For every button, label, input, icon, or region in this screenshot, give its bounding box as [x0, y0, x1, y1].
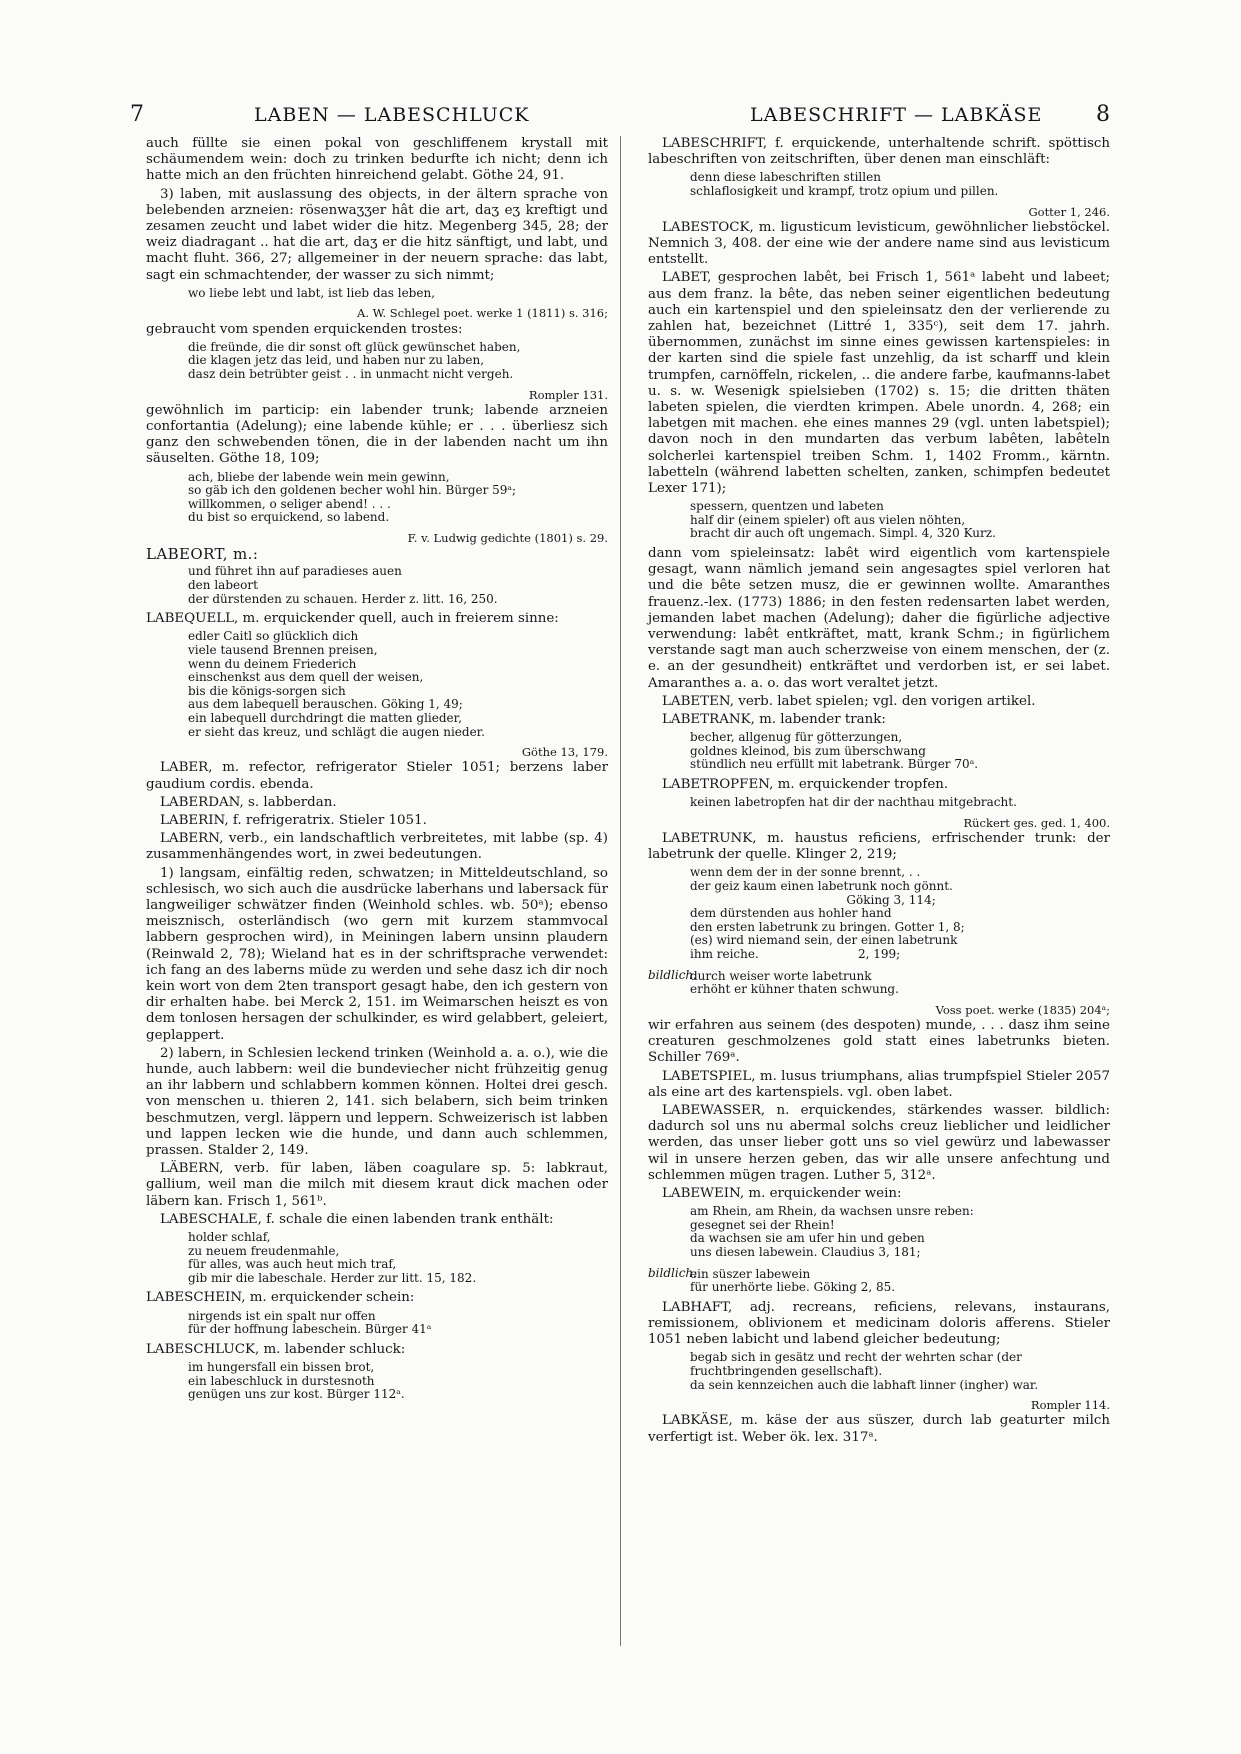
entry-labern: LABERN, verb., ein landschaftlich verbreitetes, mit labbe (sp. 4) zusammenhängendes wort, in zwei bedeutungen.: [146, 831, 608, 863]
entry-laberdan: LABERDAN, s. labberdan.: [160, 794, 337, 810]
quotation: wenn dem der in der sonne brennt, . . der geiz kaum einen labetrunk noch gönnt. Göking 3, 114; dem dürstenden aus hohler hand den ersten labetrunk zu bringen. Gotter 1, 8; (es) wird niemand sein, der einen labetrunk ihm reiche. 2, 199;: [690, 865, 965, 962]
entry-labeschrift: LABESCHRIFT, f. erquickende, unterhaltende schrift. spöttisch labeschriften von zeitschriften, über denen man einschläft:: [648, 136, 1110, 168]
entry-labeschluck: LABESCHLUCK, m. labender schluck:: [146, 1341, 406, 1357]
citation: Rompler 114.: [1030, 1398, 1110, 1413]
entry-laborort: LABEORT, m.:: [146, 545, 259, 564]
entry-labetrunk: LABETRUNK, m. haustus reficiens, erfrischender trunk: der labetrunk der quelle. Klinger 2, 219;: [648, 831, 1110, 863]
right-page-number: 8: [1096, 102, 1111, 127]
entry-labewasser: LABEWASSER, n. erquickendes, stärkendes wasser. bildlich: dadurch sol uns nu abermal solchs creuz lieblicher und leidlicher werden, das unser lieber gott uns so viel gewürz und labewasser wil in unsere herzen geben, das wir alle unsere anfechtung und schlemmen mügen tragen. Luther 5, 312ᵃ.: [648, 1103, 1110, 1183]
entry-labestock: LABESTOCK, m. ligusticum levisticum, gewöhnlicher liebstöckel. Nemnich 3, 408. der eine wie der andere name sind aus levisticum entstellt.: [648, 219, 1110, 268]
paragraph: dann vom spieleinsatz: labêt wird eigentlich vom kartenspiele gesagt, wann nämlich jemand sein angesagtes spiel verloren hat und die bête setzen musz, die er gewinnen wollte. Amaranthes frauenz.-lex. (1773) 1886; in den festen redensarten labet werden, jemanden labet machen (Adelung); daher die figürliche adjective verwendung: labêt entkräftet, matt, krank Schm.; in figürlichem verstande sagt man auch scherzweise von einem menschen, der (z. e. an der gesundheit) entkräftet und verdorben ist, er sei labet. Amaranthes a. a. o. das wort veraltet jetzt.: [648, 546, 1110, 691]
quotation: durch weiser worte labetrunk erhöht er kühner thaten schwung.: [690, 968, 899, 997]
entry-labkaese: LABKÄSE, m. käse der aus süszer, durch lab geaturter milch verfertigt ist. Weber ök. lex. 317ᵃ.: [648, 1413, 1110, 1445]
quotation: begab sich in gesätz und recht der wehrten schar (der fruchtbringenden gesellschaft). da sein kennzeichen auch die labhaft linner (ingher) war.: [690, 1350, 1039, 1392]
paragraph: 3) laben, mit auslassung des objects, in der ältern sprache von belebenden arzneien: rösenwaʒʒer hât die art, daʒ eʒ kreftigt und zesamen zeucht und labet wider die hitz. Megenberg 345, 28; der weiz diadragant .. hat die art, daʒ er die hitz sänftigt, und labt, und macht fluht. 366, 27; allgemeiner in der neuern sprache: das labt, sagt ein schmachtender, der wasser zu sich nimmt;: [146, 186, 608, 283]
figurative-quote: [648, 1265, 1110, 1300]
quotation: im hungersfall ein bissen brot, ein labeschluck in durstesnoth genügen uns zur kost. Bürger 112ᵃ.: [188, 1360, 405, 1402]
entry-labetspiel: LABETSPIEL, m. lusus triumphans, alias trumpfspiel Stieler 2057 als eine art des kartenspiels. vgl. oben labet.: [648, 1068, 1110, 1100]
entry-labhaft: LABHAFT, adj. recreans, reficiens, relevans, instaurans, remissionem, oblivionem et medicinam doloris afferens. Stieler 1051 neben labicht und labend gleicher bedeutung;: [648, 1299, 1110, 1348]
quotation: wo liebe lebt und labt, ist lieb das leben,: [188, 285, 436, 300]
entry-labeschale: LABESCHALE, f. schale die einen labenden trank enthält:: [160, 1211, 554, 1227]
entry-labetropfen: LABETROPFEN, m. erquickender tropfen.: [662, 777, 949, 793]
entry-labeschein: LABESCHEIN, m. erquickender schein:: [146, 1290, 415, 1306]
right-running-head: LABESCHRIFT — LABKÄSE: [750, 104, 1043, 126]
entry-labet: LABET, gesprochen labêt, bei Frisch 1, 561ᵃ labeht und labeet; aus dem franz. la bête, das neben seiner eigentlichen bedeutung auch ein kartenspiel und den spieleinsatz den der verlierende zu zahlen hat, bezeichnet (Littré 1, 335ᶜ), seit dem 17. jahrh. übernommen, zunächst im sinne eines gewissen kartenspieles: in der karten sind die spiele fast unzehlig, da ist scharff und klein trumpfen, carnöffeln, rickelen, .. die andere farbe, kaufmanns-labet u. s. w. Wesenigk spielsieben (1702) s. 15; die dritten thäten labeten spielen, die vierdten krimpen. Abele unordn. 4, 268; ein labetgen mit machen. ehe eines mannes 29 (vgl. unten labetspiel); davon noch in den mundarten das verbum labêten, labêteln solcherlei kartenspiel treiben Schm. 1, 1402 Fromm., kärntn. labetteln (während labetten schelten, zanken, schimpfen bedeutet Lexer 171);: [648, 270, 1110, 497]
citation: F. v. Ludwig gedichte (1801) s. 29.: [407, 531, 608, 545]
quotation: edler Caitl so glücklich dich viele tausend Brennen preisen, wenn du deinem Friederich einschenkst aus dem quell der weisen, bis die königs-sorgen sich aus dem labequell berauschen. Göking 1, 49; ein labequell durchdringt die matten glieder, er sieht das kreuz, und schlägt die augen nieder.: [188, 629, 485, 739]
entry-laber: LABER, m. refector, refrigerator Stieler 1051; berzens laber gaudium cordis. ebenda.: [146, 760, 608, 792]
citation: Rompler 131.: [528, 387, 608, 402]
paragraph: gewöhnlich im particip: ein labender trunk; labende arzneien confortantia (Adelung); eine labende kühle; er . . . überliesz sich ganz den schwebenden tönen, die in der labenden nacht um ihn säuselten. Göthe 18, 109;: [146, 402, 608, 467]
entry-labewein: LABEWEIN, m. erquickender wein:: [662, 1186, 902, 1202]
paragraph: gebraucht vom spenden erquickenden trostes:: [146, 321, 463, 337]
entry-labeten: LABETEN, verb. labet spielen; vgl. den vorigen artikel.: [662, 693, 1036, 709]
quotation: becher, allgenug für götterzungen, goldnes kleinod, bis zum überschwang stündlich neu erfüllt mit labetrank. Bürger 70ᵃ.: [690, 730, 979, 772]
quotation: ein süszer labewein für unerhörte liebe. Göking 2, 85.: [690, 1266, 896, 1295]
citation: Rückert ges. ged. 1, 400.: [963, 815, 1110, 830]
quotation: und führet ihn auf paradieses auen den labeort der dürstenden zu schauen. Herder z. litt. 16, 250.: [188, 564, 498, 606]
left-page-number: 7: [130, 102, 145, 127]
citation: Voss poet. werke (1835) 204ᵃ;: [935, 1002, 1110, 1017]
paragraph: wir erfahren aus seinem (des despoten) munde, . . . dasz ihm seine creaturen geschmolzenes gold statt eines labetrunks bieten. Schiller 769ᵃ.: [648, 1018, 1110, 1066]
citation: Göthe 13, 179.: [521, 745, 608, 760]
paragraph: 1) langsam, einfältig reden, schwatzen; in Mitteldeutschland, so schlesisch, wo sich auch die ausdrücke laberhans und labersack für langweiliger schwätzer finden (Weinhold schles. wb. 50ᵃ); ebenso meisznisch, osterländisch (wo gern mit kurzem stammvocal labbern gesprochen wird), in Meiningen labern unsinn plaudern (Reinwald 2, 78); Wieland hat es in der schriftsprache verwendet: ich fang an des laberns müde zu werden und sehe dasz ich dir noch kein wort von dem 2ten transport gesagt habe, den ich gestern von dir erhalten habe. bei Merck 2, 151. im Weimarschen heiszt es von dem tonlosen hersagen der schulkinder, es wird gelabbert, geleiert, geplappert.: [146, 865, 608, 1043]
paragraph: auch füllte sie einen pokal von geschliffenem krystall mit schäumendem wein: doch zu trinken bedurfte ich nicht; denn ich hatte mich an den früchten hinreichend gelabt. Göthe 24, 91.: [146, 136, 608, 184]
quotation: die freünde, die dir sonst oft glück gewünschet haben, die klagen jetz das leid, und haben nur zu laben, dasz dein betrübter geist . . in unmacht nicht vergeh.: [188, 339, 521, 382]
figurative-label: bildlich:: [648, 967, 698, 982]
quotation: holder schlaf, zu neuem freudenmahle, für alles, was auch heut mich traf, gib mir die labeschale. Herder zur litt. 15, 182.: [188, 1230, 477, 1285]
quotation: am Rhein, am Rhein, da wachsen unsre reben: gesegnet sei der Rhein! da wachsen sie am ufer hin und geben uns diesen labewein. Claudius 3, 181;: [690, 1204, 974, 1260]
figurative-quote: [648, 967, 1110, 1002]
entry-labetrank: LABETRANK, m. labender trank:: [662, 712, 886, 728]
entry-labequell: LABEQUELL, m. erquickender quell, auch in freierem sinne:: [146, 611, 559, 627]
quotation: keinen labetropfen hat dir der nachthau mitgebracht.: [690, 795, 1017, 810]
quotation: nirgends ist ein spalt nur offen für der hoffnung labeschein. Bürger 41ᵃ: [188, 1308, 432, 1337]
left-running-head: LABEN — LABESCHLUCK: [254, 104, 530, 126]
figurative-label: bildlich:: [648, 1265, 698, 1280]
paragraph: 2) labern, in Schlesien leckend trinken (Weinhold a. a. o.), wie die hunde, auch labbern: weil die bundeviecher nicht frühzeitig genug an ihr labbern und schlabbern kommen können. Holtei drei gesch. von menschen u. thieren 2, 141. sich belabern, sich beim trinken beschmutzen, vergl. läppern und leppern. Schweizerisch ist labben und lappen lecken wie die hunde, und dann auch schlemmen, prassen. Stalder 2, 149.: [146, 1045, 608, 1159]
entry-laebern: LÄBERN, verb. für laben, läben coagulare sp. 5: labkraut, gallium, weil man die milch mit diesem kraut dick machen oder läbern kan. Frisch 1, 561ᵇ.: [146, 1161, 608, 1209]
quotation: denn diese labeschriften stillen schlaflosigkeit und krampf, trotz opium und pillen.: [690, 170, 999, 198]
right-column: [648, 136, 1110, 1448]
quotation: spessern, quentzen und labeten half dir (einem spieler) oft aus vielen nöhten, bracht dir auch oft ungemach. Simpl. 4, 320 Kurz.: [690, 499, 996, 541]
left-column: [146, 136, 608, 1407]
quotation: ach, bliebe der labende wein mein gewinn, so gäb ich den goldenen becher wohl hin. Bürger 59ᵃ; willkommen, o seliger abend! . . . du bist so erquickend, so labend.: [188, 469, 517, 525]
column-divider: [620, 136, 621, 1646]
entry-laberin: LABERIN, f. refrigeratrix. Stieler 1051.: [160, 812, 427, 828]
citation: Gotter 1, 246.: [1028, 204, 1110, 219]
citation: A. W. Schlegel poet. werke 1 (1811) s. 316;: [357, 306, 608, 321]
